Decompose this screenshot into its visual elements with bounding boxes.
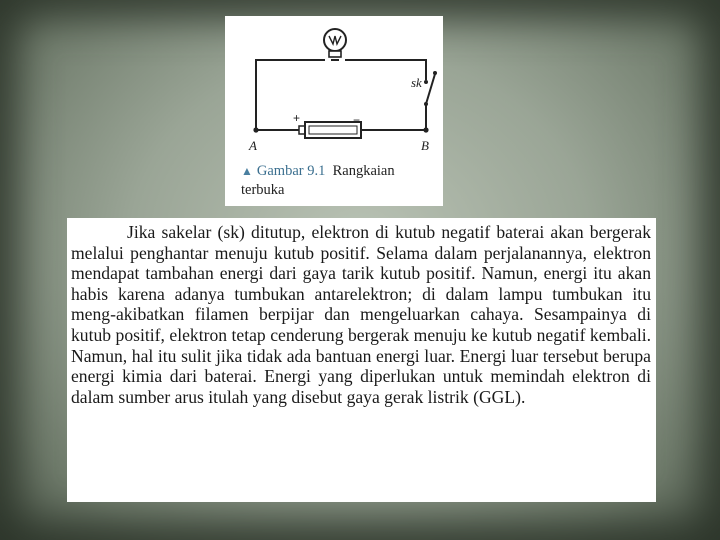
wire-right-bottom [361, 104, 426, 130]
caption-label: Gambar 9.1 [256, 163, 326, 179]
terminal-a-dot [253, 127, 258, 132]
label-a: A [249, 138, 257, 153]
wire-left-top [256, 60, 325, 130]
text-panel [67, 218, 656, 502]
triangle-bullet-icon: ▲ [241, 164, 253, 178]
battery-plus-label: + [293, 111, 301, 125]
caption-text: Rangkaian terbuka [241, 163, 395, 198]
battery-icon [299, 122, 361, 138]
battery-minus-label: − [353, 113, 361, 127]
label-b: B [421, 138, 429, 153]
terminal-b-dot [423, 127, 428, 132]
circuit-figure [225, 16, 443, 206]
bulb-icon [324, 29, 346, 60]
figure-caption [241, 162, 441, 200]
body-paragraph: Jika sakelar (sk) ditutup, elektron di kutub negatif baterai akan bergerak melalui penghantar menuju kutub positif. Selama dalam perjalanannya, elektron mendapat tambahan energi dari gaya tarik kutub positif. Namun, energi itu akan habis karena adanya tumbukan antarelektron; di dalam lampu tumbukan itu meng-akibatkan filamen berpijar dan mengeluarkan cahaya. Sesampainya di kutub positif, elektron tetap cenderung bergerak menuju ke kutub negatif kembali. Namun, hal itu sulit jika tidak ada bantuan energi luar. Energi luar tersebut berupa energi kimia dari baterai. Energi yang diperlukan untuk memindah elektron di dalam sumber arus itulah yang disebut gaya gerak listrik (GGL). [71, 222, 651, 407]
label-switch: sk [411, 75, 422, 90]
circuit-diagram [225, 16, 443, 176]
